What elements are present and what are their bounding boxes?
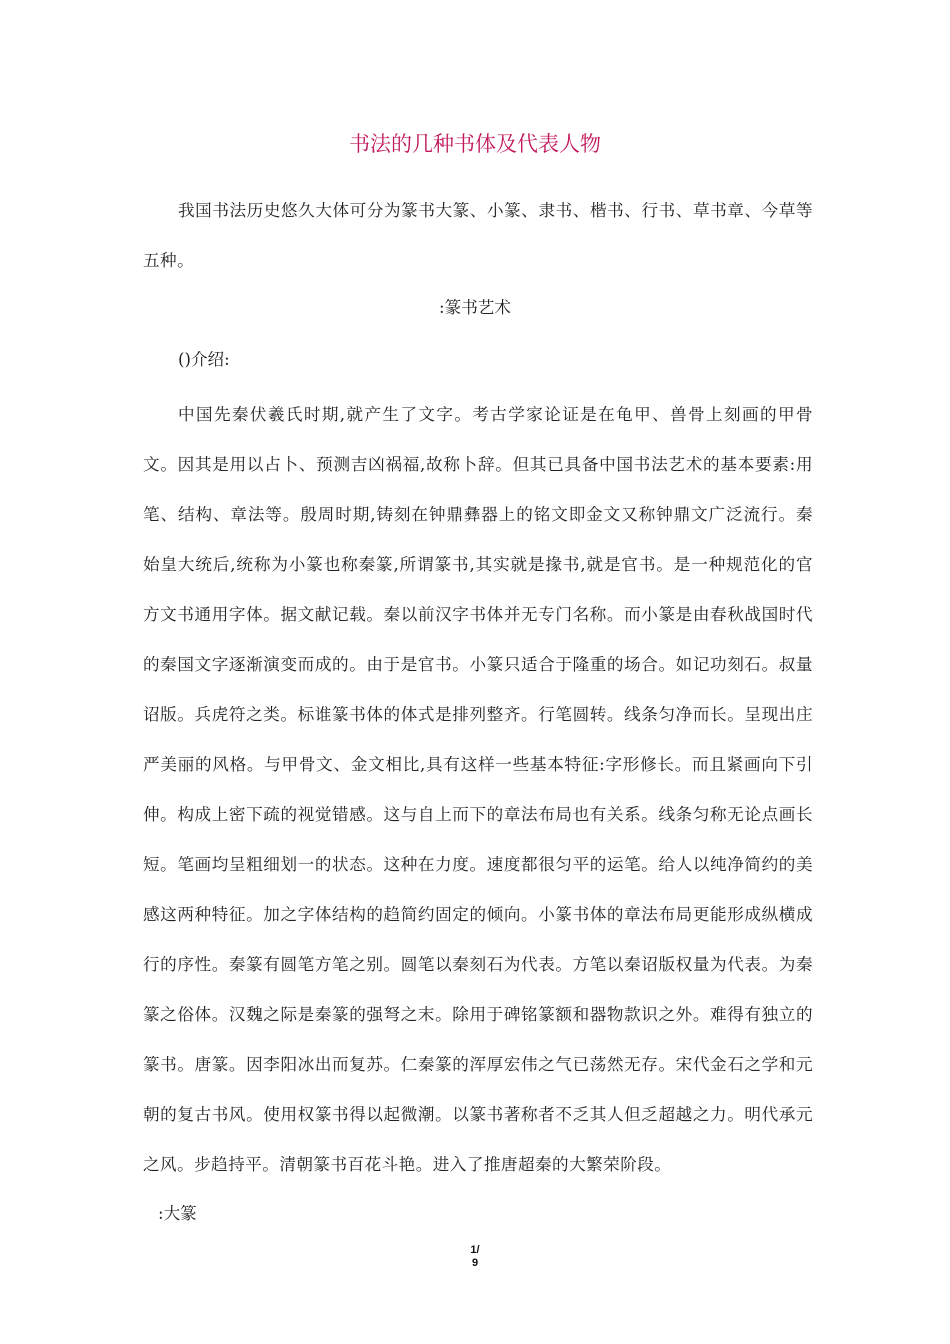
intro-paragraph: 我国书法历史悠久大体可分为篆书大篆、小篆、隶书、楷书、行书、草书章、今草等五种。	[143, 201, 813, 270]
page-number-current: 1/	[470, 1244, 480, 1256]
page-number	[0, 1244, 950, 1270]
document-title: 书法的几种书体及代表人物	[349, 132, 601, 156]
body-paragraph: 中国先秦伏羲氏时期,就产生了文字。考古学家论证是在龟甲、兽骨上刻画的甲骨文。因其是用以占卜、预测吉凶祸福,故称卜辞。但其已具备中国书法艺术的基本要素:用笔、结构、章法等。殷周时期,铸刻在钟鼎彝器上的铭文即金文又称钟鼎文广泛流行。秦始皇大统后,统称为小篆也称秦篆,所谓篆书,其实就是掾书,就是官书。是一种规范化的官方文书通用字体。据文献记载。秦以前汉字书体并无专门名称。而小篆是由春秋战国时代的秦国文字逐渐演变而成的。由于是官书。小篆只适合于隆重的场合。如记功刻石。叔量诏版。兵虎符之类。标谁篆书体的体式是排列整齐。行笔圆转。线条匀净而长。呈现出庄严美丽的风格。与甲骨文、金文相比,具有这样一些基本特征:字形修长。而且紧画向下引伸。构成上密下疏的视觉错感。这与自上而下的章法布局也有关系。线条匀称无论点画长短。笔画均呈粗细划一的状态。这种在力度。速度都很匀平的运笔。给人以纯净简约的美感这两种特征。加之字体结构的趋简约固定的倾向。小篆书体的章法布局更能形成纵横成行的序性。秦篆有圆笔方笔之别。圆笔以秦刻石为代表。方笔以秦诏版权量为代表。为秦篆之俗体。汉魏之际是秦篆的强弩之末。除用于碑铭篆额和器物款识之外。难得有独立的篆书。唐篆。因李阳冰出而复苏。仁秦篆的浑厚宏伟之气已荡然无存。宋代金石之学和元朝的复古书风。使用权篆书得以起微潮。以篆书著称者不乏其人但乏超越之力。明代承元之风。步趋持平。清朝篆书百花斗艳。进入了推唐超秦的大繁荣阶段。	[143, 405, 813, 1174]
sub-heading-dazhuan: :大篆	[158, 1204, 197, 1223]
page-number-total: 9	[471, 1257, 479, 1269]
sub-heading-intro: ()介绍:	[178, 350, 230, 369]
section-heading: :篆书艺术	[439, 298, 511, 317]
